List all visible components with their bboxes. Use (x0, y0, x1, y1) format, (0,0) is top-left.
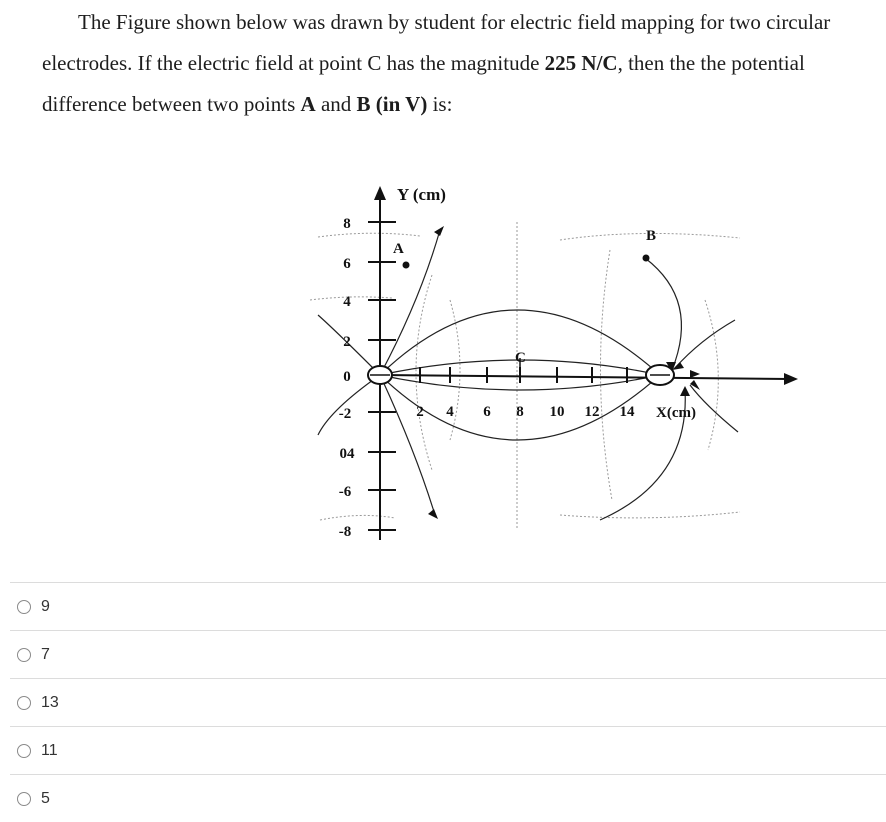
question-part-1: The Figure shown below was drawn by student for electric field mapping for two circular electrodes. If the electric field at point C has the magnitude (42, 10, 831, 75)
option-label[interactable]: 11 (41, 741, 58, 759)
question-text (42, 2, 878, 125)
point-b-marker (643, 255, 650, 262)
answer-options (10, 582, 886, 822)
radio-button[interactable] (17, 648, 31, 662)
point-c-label: C (515, 350, 526, 366)
question-paragraph (42, 2, 878, 125)
field-map-figure (300, 172, 810, 550)
field-magnitude: 225 N/C (544, 51, 618, 75)
y-tick-label: 6 (343, 256, 351, 272)
y-tick-label: 8 (343, 216, 351, 232)
x-tick-label: 12 (584, 404, 600, 420)
point-a-marker (403, 262, 410, 269)
x-tick-label: 8 (516, 404, 524, 420)
question-point-a: A (300, 92, 316, 116)
question-point-b: B (356, 92, 371, 116)
radio-button[interactable] (17, 744, 31, 758)
y-tick-label: 2 (343, 334, 351, 350)
option-label[interactable]: 13 (41, 693, 59, 711)
y-tick-label: 04 (339, 446, 355, 462)
y-axis[interactable] (368, 186, 396, 540)
y-tick-label: -6 (338, 484, 352, 500)
y-tick-label: 4 (343, 294, 351, 310)
x-axis-label: X(cm) (656, 405, 696, 421)
option-row[interactable] (10, 678, 886, 726)
x-tick-label: 10 (549, 404, 565, 420)
option-row[interactable] (10, 630, 886, 678)
right-electrode (646, 365, 674, 385)
x-tick-label: 2 (416, 404, 424, 420)
x-tick-label: 6 (483, 404, 491, 420)
y-axis-label: Y (cm) (397, 185, 446, 204)
point-b-label: B (646, 228, 657, 244)
question-part-3: and (315, 92, 357, 116)
option-label[interactable]: 7 (41, 645, 50, 663)
option-label[interactable]: 5 (41, 789, 50, 807)
y-tick-label: 0 (343, 369, 351, 385)
x-axis[interactable] (380, 367, 798, 385)
question-part-2: , then the the potential difference between two points (42, 51, 805, 116)
option-row[interactable] (10, 726, 886, 774)
question-part-5: is: (427, 92, 453, 116)
x-tick-label: 14 (619, 404, 635, 420)
y-tick-labels (339, 216, 355, 540)
option-row[interactable] (10, 774, 886, 822)
radio-button[interactable] (17, 792, 31, 806)
x-tick-label: 4 (446, 404, 454, 420)
option-label[interactable]: 9 (41, 597, 50, 615)
radio-button[interactable] (17, 696, 31, 710)
question-unit: (in V) (375, 92, 428, 116)
y-tick-label: -8 (338, 524, 352, 540)
left-electrode (368, 366, 392, 384)
option-row[interactable] (10, 582, 886, 630)
point-a-label: A (393, 241, 404, 257)
y-tick-label: -2 (338, 406, 352, 422)
radio-button[interactable] (17, 600, 31, 614)
